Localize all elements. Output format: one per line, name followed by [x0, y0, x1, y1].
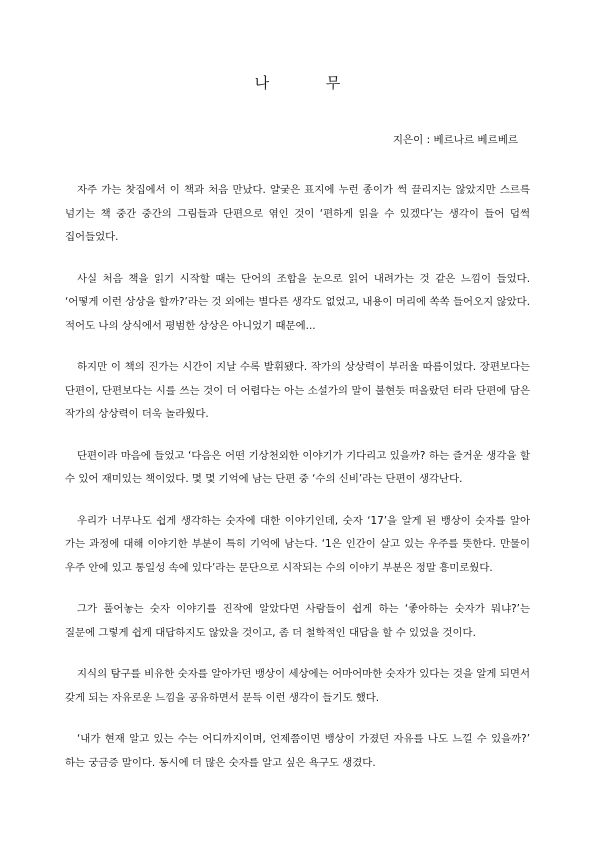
paragraph: 우리가 너무나도 쉽게 생각하는 숫자에 대한 이야기인데, 숫자 ‘17’을 알게 된 뱅상이 숫자를 알아 가는 과정에 대해 이야기한 부분이 특히 기억에 남는다. ‘1은 인간이 살고 있는 우주를 뜻한다. 만물이 우주 안에 있고 통일성 속에 있다’라는 문단으로 시작되는 수의 이야기 부분은 정말 흥미로웠다.: [65, 514, 530, 574]
paragraph: 사실 처음 책을 읽기 시작할 때는 단어의 조합을 눈으로 읽어 내려가는 것 같은 느낌이 들었다. ‘어떻게 이런 상상을 할까?’라는 것 외에는 별다른 생각도 없었고, 내용이 머리에 쏙쏙 들어오지 않았다. 적어도 나의 상식에서 평범한 상상은 아니었기 때문에...: [65, 272, 530, 332]
paragraph: ‘내가 현재 알고 있는 수는 어디까지이며, 언제쯤이면 뱅상이 가졌던 자유를 나도 느낄 수 있을까?’ 하는 궁금증 말이다. 동시에 더 많은 숫자를 알고 싶은 욕구도 생겼다.: [65, 733, 530, 769]
paragraph: 지식의 탐구를 비유한 숫자를 알아가던 뱅상이 세상에는 어마어마한 숫자가 있다는 것을 알게 되면서 갖게 되는 자유로운 느낌을 공유하면서 문득 이런 생각이 들기도 했다.: [65, 668, 530, 704]
author-line: 지은이 : 베르나르 베르베르: [392, 134, 518, 146]
paragraph: 그가 풀어놓는 숫자 이야기를 진작에 알았다면 사람들이 쉽게 하는 ‘좋아하는 숫자가 뭐냐?’는 질문에 그렇게 쉽게 대답하지도 않았을 것이고, 좀 더 철학적인 대답을 할 수 있었을 것이다.: [65, 603, 530, 639]
paragraph: 하지만 이 책의 진가는 시간이 지날 수록 발휘됐다. 작가의 상상력이 부러울 따름이었다. 장편보다는 단편이, 단편보다는 시를 쓰는 것이 더 어렵다는 아는 소설가의 말이 불현듯 떠올랐던 터라 단편에 담은 작가의 상상력이 더욱 놀라웠다.: [65, 361, 530, 420]
paragraph: 단편이라 마음에 들었고 ‘다음은 어떤 기상천외한 이야기가 기다리고 있을까? 하는 즐거운 생각을 할 수 있어 재미있는 책이었다. 몇 몇 기억에 남는 단편 중 ‘수의 신비’라는 단편이 생각난다.: [65, 449, 530, 485]
page-title: 나 무: [254, 74, 367, 92]
paragraph: 자주 가는 찻집에서 이 책과 처음 만났다. 얄궂은 표지에 누런 종이가 썩 끌리지는 않았지만 스르륵 넘기는 책 중간 중간의 그림들과 단편으로 엮인 것이 ‘편하게 읽을 수 있겠다’는 생각이 들어 덥썩 집어들었다.: [65, 184, 530, 243]
body-text: [65, 179, 530, 793]
